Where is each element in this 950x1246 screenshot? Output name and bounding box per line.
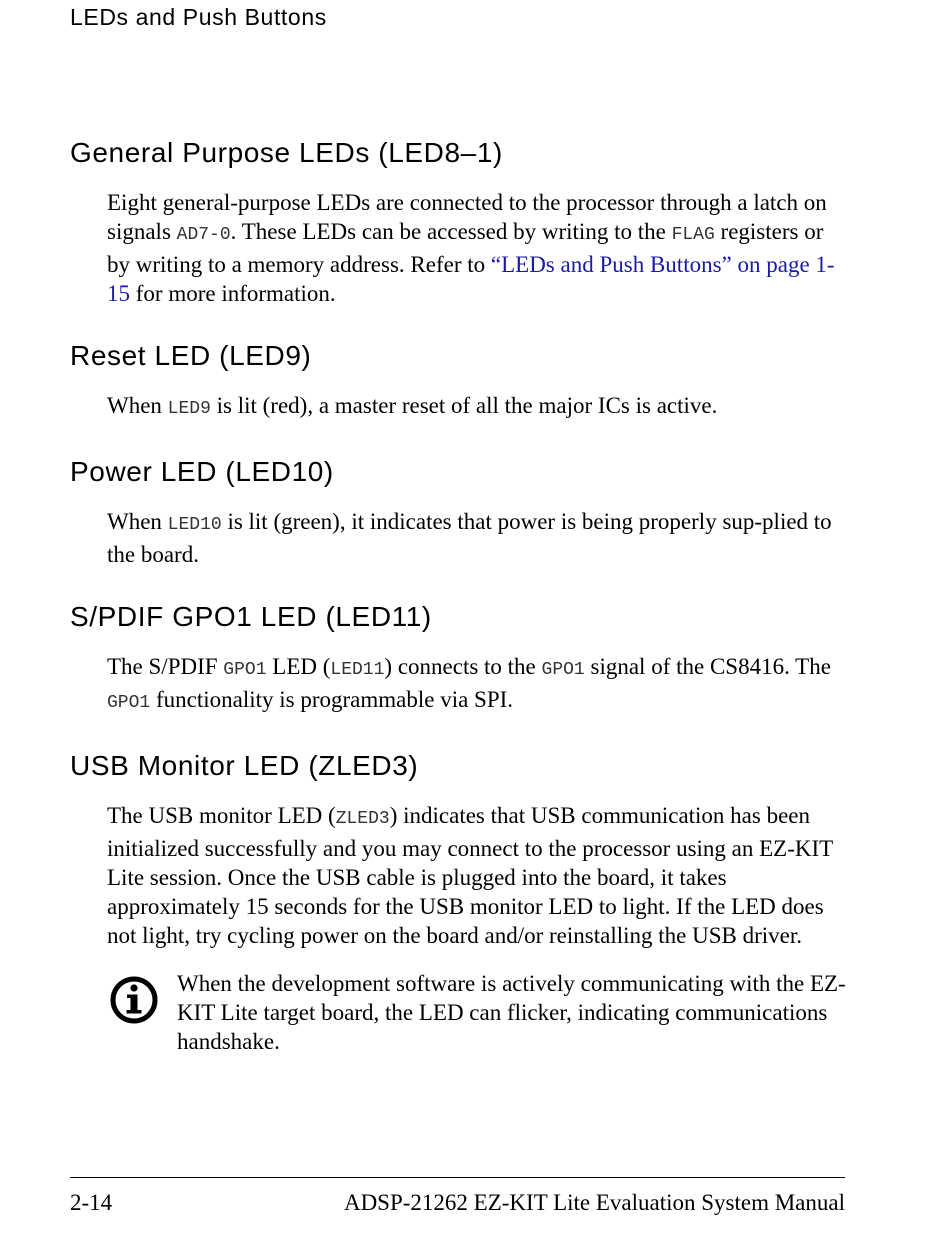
section-power-led xyxy=(70,455,850,569)
body-text: . These LEDs can be accessed by writing to the xyxy=(230,219,672,244)
section-body xyxy=(107,801,849,950)
signal-name: GPO1 xyxy=(541,660,585,680)
section-reset-led xyxy=(70,339,850,424)
section-body xyxy=(107,652,849,718)
section-body xyxy=(107,188,849,308)
section-body xyxy=(107,507,849,569)
body-text: is lit (red), a master reset of all the major ICs is active. xyxy=(210,393,718,418)
body-text: When xyxy=(107,393,168,418)
footer-divider xyxy=(70,1177,845,1178)
body-text: ) connects to the xyxy=(384,654,542,679)
body-text: signal of the CS8416. The xyxy=(584,654,831,679)
note-text: When the development software is actively communicating with the EZ-KIT Lite target board, the LED can flicker, indicating communications handshake. xyxy=(177,971,846,1054)
signal-name: AD7-0 xyxy=(176,225,231,245)
section-usb-monitor-led xyxy=(70,749,850,950)
section-heading: USB Monitor LED (ZLED3) xyxy=(70,750,419,781)
section-heading: General Purpose LEDs (LED8–1) xyxy=(70,137,503,168)
body-text: When xyxy=(107,509,168,534)
body-text: registers or by writing to a memory address. Refer to xyxy=(107,219,824,277)
section-spdif-gpo1-led xyxy=(70,600,850,718)
body-text: ) indicates that USB communication has been initialized successfully and you may connect to the processor using an EZ-KIT Lite session. Once the USB cable is plugged into the board, it takes approximately 15 seconds for the USB monitor LED to light. If the LED does not light, try cycling power on the board and/or reinstalling the USB driver. xyxy=(107,803,833,948)
led-name: ZLED3 xyxy=(335,809,390,829)
body-text: Eight general-purpose LEDs are connected to the processor through a latch on signals xyxy=(107,190,827,244)
page-number: 2-14 xyxy=(70,1190,113,1215)
page-content xyxy=(70,136,850,1059)
running-head: LEDs and Push Buttons xyxy=(70,4,327,30)
body-text: The USB monitor LED ( xyxy=(107,803,336,828)
led-name: LED10 xyxy=(167,515,222,535)
led-name: LED9 xyxy=(167,399,211,419)
body-text: The S/PDIF xyxy=(107,654,224,679)
info-icon xyxy=(109,975,159,1025)
section-body xyxy=(107,391,849,424)
register-name: FLAG xyxy=(671,225,715,245)
body-text: LED ( xyxy=(266,654,331,679)
section-heading: Reset LED (LED9) xyxy=(70,340,312,371)
section-heading: Power LED (LED10) xyxy=(70,456,334,487)
signal-name: GPO1 xyxy=(223,660,267,680)
manual-title: ADSP-21262 EZ-KIT Lite Evaluation System Manual xyxy=(343,1190,845,1215)
section-heading: S/PDIF GPO1 LED (LED11) xyxy=(70,601,432,632)
body-text: functionality is programmable via SPI. xyxy=(150,687,514,712)
info-note xyxy=(107,969,849,1059)
signal-name: GPO1 xyxy=(107,693,151,713)
section-general-purpose-leds xyxy=(70,136,850,308)
body-text: for more information. xyxy=(130,281,336,306)
cross-reference-link[interactable]: “LEDs and Push Buttons” on page 1-15 xyxy=(107,252,835,306)
body-text: is lit (green), it indicates that power is being properly sup-plied to the board. xyxy=(107,509,832,567)
led-name: LED11 xyxy=(330,660,385,680)
